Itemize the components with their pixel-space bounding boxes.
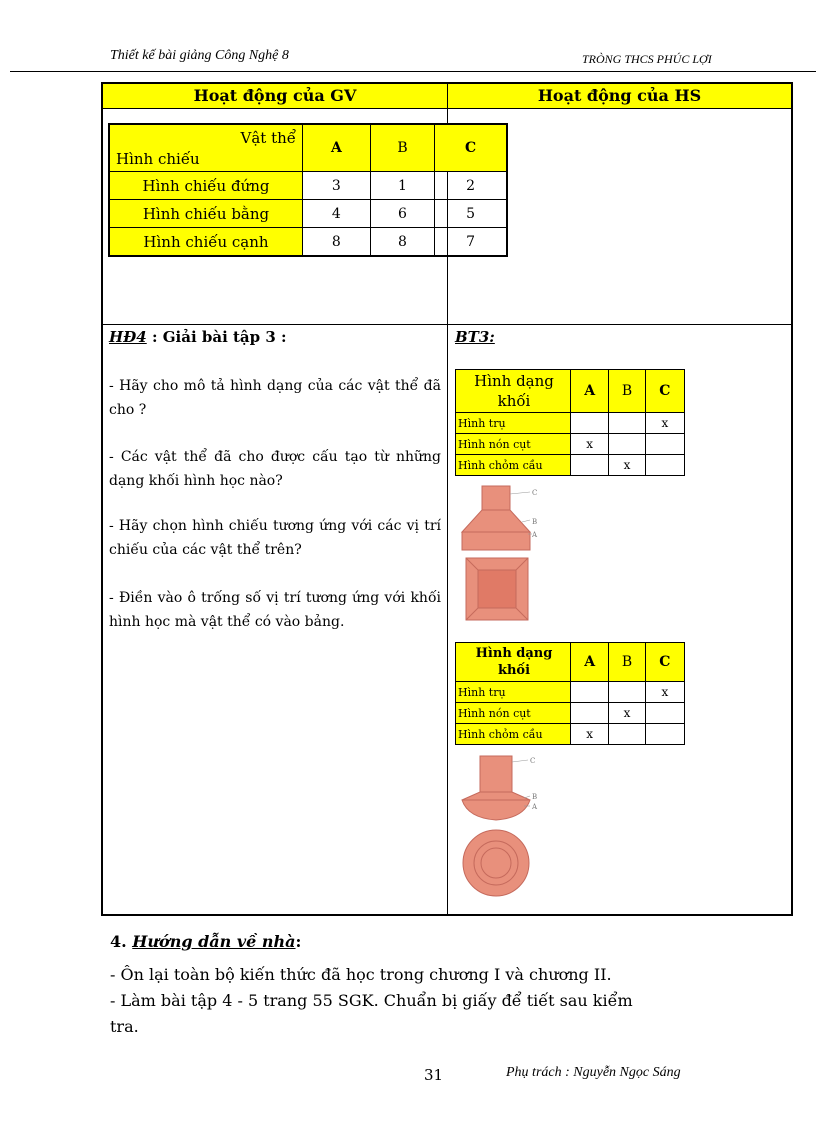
table-row xyxy=(456,455,685,476)
cell: x xyxy=(571,724,609,745)
label-c: C xyxy=(532,489,538,497)
table-row xyxy=(109,172,507,200)
cell xyxy=(645,434,684,455)
cell xyxy=(571,413,609,434)
row-label: Hình trụ xyxy=(456,682,571,703)
cell: x xyxy=(645,682,684,703)
object-drawing-1 xyxy=(458,484,558,624)
col-a: A xyxy=(571,370,609,413)
row-label: Hình nón cụt xyxy=(456,703,571,724)
cell xyxy=(609,413,645,434)
cell: 1 xyxy=(370,172,434,200)
row-label: Hình chỏm cầu xyxy=(456,724,571,745)
question-1: - Hãy cho mô tả hình dạng của các vật thể đã cho ? xyxy=(109,378,441,418)
label-b: B xyxy=(532,518,538,526)
cell xyxy=(609,724,645,745)
shape-header: Hình dạng khối xyxy=(456,643,571,682)
frustum-part xyxy=(462,792,530,800)
cell: x xyxy=(609,455,645,476)
table-row xyxy=(456,413,685,434)
cell: x xyxy=(571,434,609,455)
hs-column-header: Hoạt động của HS xyxy=(448,84,791,108)
cell: 6 xyxy=(370,200,434,228)
row-divider xyxy=(103,324,791,325)
frustum-part xyxy=(462,510,530,532)
cell xyxy=(571,682,609,703)
table-row xyxy=(109,228,507,257)
homework-line-2: - Làm bài tập 4 - 5 trang 55 SGK. Chuẩn bị giấy để tiết sau kiểm xyxy=(110,991,633,1010)
hd4-label: HĐ4 xyxy=(109,328,147,346)
row-label: Hình nón cụt xyxy=(456,434,571,455)
row-label: Hình trụ xyxy=(456,413,571,434)
table-row xyxy=(456,682,685,703)
shape-header: Hình dạng khối xyxy=(456,370,571,413)
section4-number: 4. xyxy=(110,932,133,951)
table-corner-cell xyxy=(109,124,303,172)
question-3: - Hãy chọn hình chiếu tương ứng với các vị trí chiếu của các vật thể trên? xyxy=(109,518,441,558)
col-c: C xyxy=(645,370,684,413)
row-label: Hình chiếu bằng xyxy=(109,200,303,228)
col-b: B xyxy=(609,643,645,682)
cell xyxy=(609,434,645,455)
cell xyxy=(645,455,684,476)
section4-heading: 4. Hướng dẫn về nhà: xyxy=(110,932,302,951)
label-a: A xyxy=(532,531,538,539)
gv-column-header: Hoạt động của GV xyxy=(103,84,447,108)
table-row xyxy=(456,434,685,455)
top-view-inner xyxy=(481,848,511,878)
col-header-a: A xyxy=(303,124,371,172)
cell: 7 xyxy=(435,228,507,257)
footer-author: Phụ trách : Nguyễn Ngọc Sáng xyxy=(506,1065,681,1080)
page-number: 31 xyxy=(424,1066,444,1084)
cell xyxy=(571,455,609,476)
homework-line-1: - Ôn lại toàn bộ kiến thức đã học trong chương I và chương II. xyxy=(110,965,612,984)
cell: 5 xyxy=(435,200,507,228)
header-row-divider xyxy=(103,108,791,109)
header-divider xyxy=(10,71,816,72)
hd4-heading xyxy=(109,328,287,346)
cell: x xyxy=(609,703,645,724)
cell: 3 xyxy=(303,172,371,200)
cell: 4 xyxy=(303,200,371,228)
col-a: A xyxy=(571,643,609,682)
shape-table-2 xyxy=(455,642,685,745)
object-drawing-2 xyxy=(458,752,558,902)
section4-title: Hướng dẫn về nhà xyxy=(132,932,296,951)
cell: 8 xyxy=(303,228,371,257)
cell: x xyxy=(645,413,684,434)
cell xyxy=(571,703,609,724)
table-row xyxy=(456,703,685,724)
label-a: A xyxy=(532,803,538,811)
cell xyxy=(645,724,684,745)
cell: 8 xyxy=(370,228,434,257)
homework-line-3: tra. xyxy=(110,1017,139,1036)
base-part xyxy=(462,532,530,550)
label-c: C xyxy=(530,757,536,765)
col-header-c: C xyxy=(435,124,507,172)
hd4-title: : Giải bài tập 3 : xyxy=(146,328,287,346)
col-c: C xyxy=(645,643,684,682)
spherical-cap-part xyxy=(462,800,530,820)
row-label: Hình chiếu đứng xyxy=(109,172,303,200)
cylinder-part xyxy=(480,756,512,792)
projection-table xyxy=(108,123,508,257)
header-right: TRÒNG THCS PHÚC LỢI xyxy=(582,52,712,66)
col-b: B xyxy=(609,370,645,413)
table-row xyxy=(109,200,507,228)
cell: 2 xyxy=(435,172,507,200)
cell xyxy=(609,682,645,703)
table-row xyxy=(456,724,685,745)
corner-top-label: Vật thể xyxy=(240,129,296,147)
label-b: B xyxy=(532,793,538,801)
corner-bottom-label: Hình chiếu xyxy=(116,150,200,168)
top-view-inner xyxy=(478,570,516,608)
question-4: - Điền vào ô trống số vị trí tương ứng với khối hình học mà vật thể có vào bảng. xyxy=(109,590,441,630)
col-header-b: B xyxy=(370,124,434,172)
cylinder-part xyxy=(482,486,510,510)
cell xyxy=(645,703,684,724)
header-left: Thiết kế bài giảng Công Nghệ 8 xyxy=(110,48,289,63)
shape-table-1 xyxy=(455,369,685,476)
row-label: Hình chiếu cạnh xyxy=(109,228,303,257)
question-2: - Các vật thể đã cho được cấu tạo từ những dạng khối hình học nào? xyxy=(109,449,441,489)
row-label: Hình chỏm cầu xyxy=(456,455,571,476)
bt3-label: BT3: xyxy=(455,328,495,346)
